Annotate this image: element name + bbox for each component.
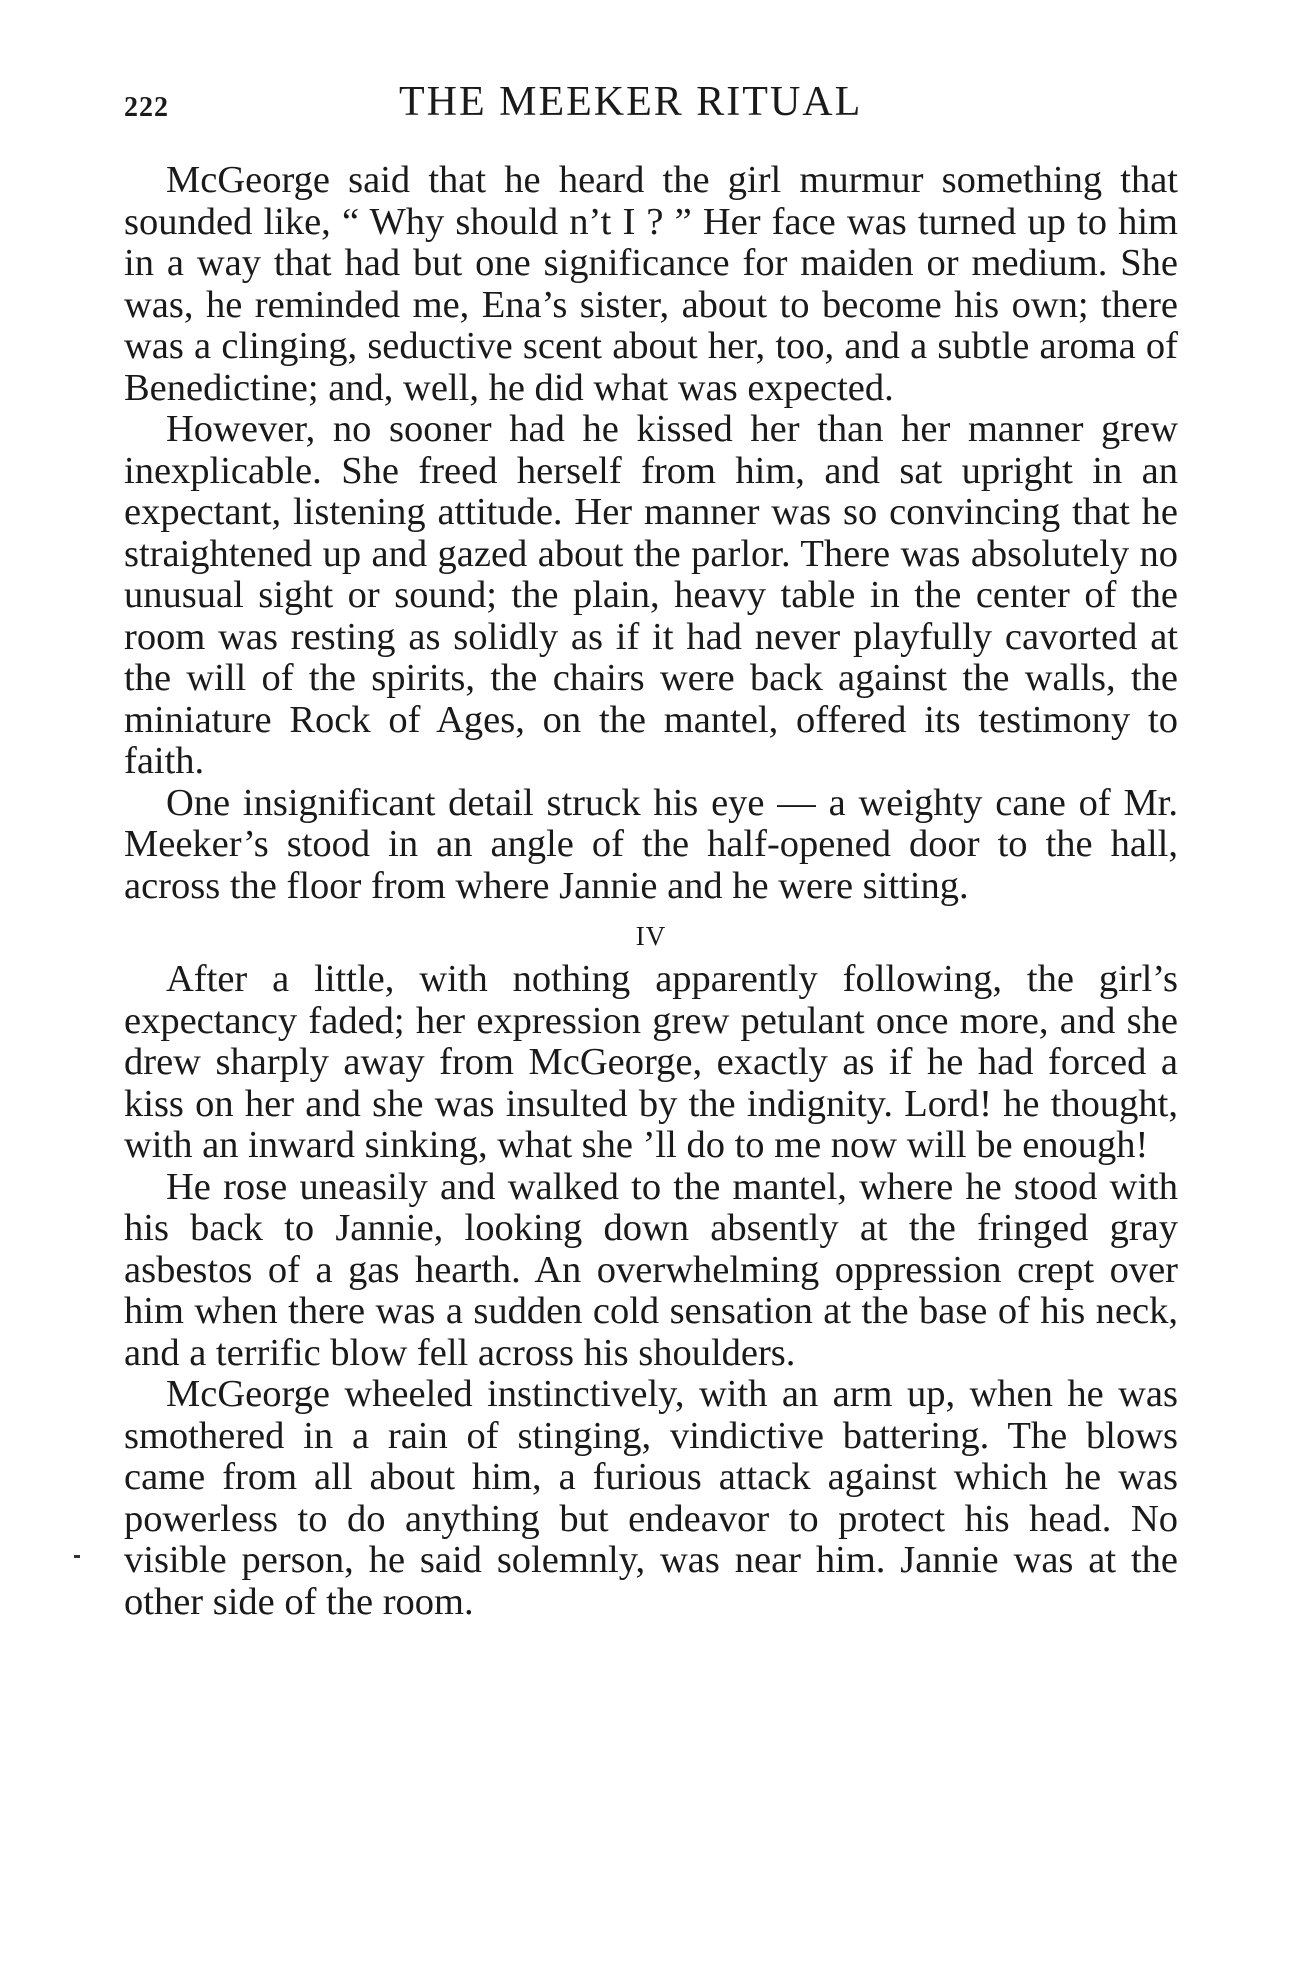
margin-mark [74,1555,80,1558]
running-title: THE MEEKER RITUAL [399,79,863,125]
paragraph: However, no sooner had he kissed her than her manner grew inexplicable. She freed herself from him, and sat upright in an expectant, listening attitude. Her manner was so convincing that he straightened up and gazed about the parlor. There was absolutely no unusual sight or sound; the plain, heavy table in the center of the room was resting as solidly as if it had never playfully cavorted at the will of the spirits, the chairs were back against the walls, the miniature Rock of Ages, on the mantel, offered its testimony to faith. [124,408,1178,782]
page-header [124,78,1174,138]
paragraph: McGeorge said that he heard the girl murmur something that sounded like, “ Why should n’t I ? ” Her face was turned up to him in a way that had but one significance for maiden or medium. She was, he reminded me, Ena’s sister, about to become his own; there was a clinging, seductive scent about her, too, and a subtle aroma of Benedictine; and, well, he did what was expected. [124,159,1178,409]
paragraph: McGeorge wheeled instinctively, with an arm up, when he was smothered in a rain of stinging, vindictive battering. The blows came from all about him, a furious attack against which he was powerless to do anything but endeavor to protect his head. No visible person, he said solemnly, was near him. Jannie was at the other side of the room. [124,1373,1178,1623]
section-heading: IV [635,921,667,951]
body-text [124,160,1178,1623]
paragraph: One insignificant detail struck his eye — a weighty cane of Mr. Meeker’s stood in an angle of the half-opened door to the hall, across the floor from where Jannie and he were sitting. [124,781,1178,907]
paragraph: He rose uneasily and walked to the mantel, where he stood with his back to Jannie, looking down absently at the fringed gray asbestos of a gas hearth. An overwhelming oppression crept over him when there was a sudden cold sensation at the base of his neck, and a terrific blow fell across his shoulders. [124,1165,1178,1374]
paragraph: After a little, with nothing apparently following, the girl’s expectancy faded; her expression grew petulant once more, and she drew sharply away from McGeorge, exactly as if he had forced a kiss on her and she was insulted by the indignity. Lord! he thought, with an inward sinking, what she ’ll do to me now will be enough! [124,958,1178,1166]
page-number: 222 [124,92,169,123]
